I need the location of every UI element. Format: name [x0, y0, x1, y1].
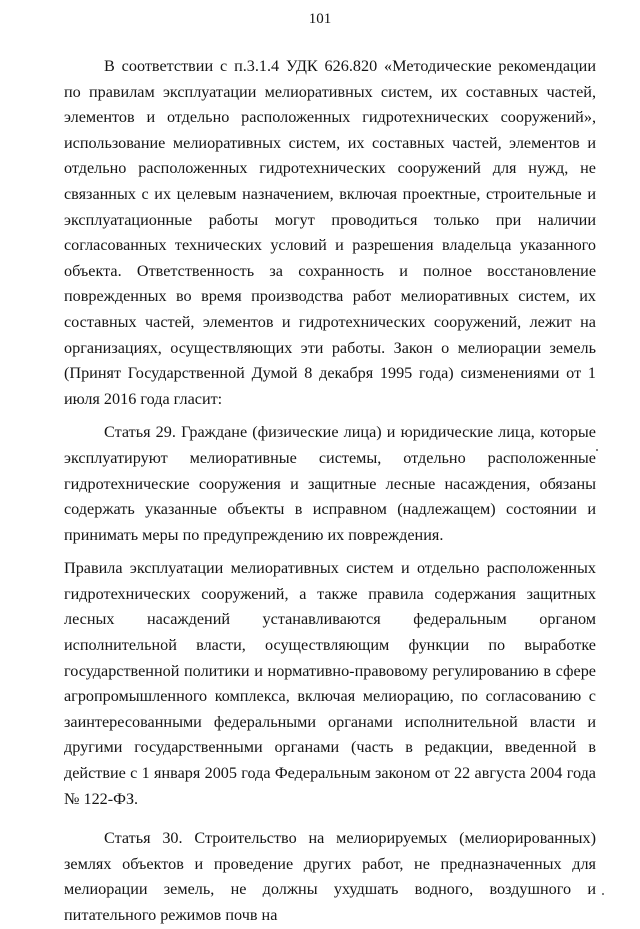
paragraph-udk-recommendations: В соответствии с п.3.1.4 УДК 626.820 «Методические рекомендации по правилам эксплуатации мелиоративных систем, их составных частей, элементов и отдельно расположенных гидротехнических сооружений», использование мелиоративных систем, их составных частей, элементов и отдельно расположенных гидротехнических сооружений для нужд, не связанных с их целевым назначением, включая проектные, строительные и эксплуатационные работы могут проводиться только при наличии согласованных технических условий и разрешения владельца указанного объекта. Ответственность за сохранность и полное восстановление поврежденных во время производства работ мелиоративных систем, их составных частей, элементов и гидротехнических сооружений, лежит на организациях, осуществляющих эти работы. Закон о мелиорации земель (Принят Государственной Думой 8 декабря 1995 года) сизменениями от 1 июля 2016 года гласит:: [64, 57, 596, 408]
document-body: [64, 54, 596, 929]
paragraph-operation-rules: Правила эксплуатации мелиоративных систем и отдельно расположенных гидротехнических сооружений, а также правила содержания защитных лесных насаждений устанавливаются федеральным органом исполнительной власти, осуществляющим функции по выработке государственной политики и нормативно-правовому регулированию в сфере агропромышленного комплекса, включая мелиорацию, по согласованию с заинтересованными федеральными органами исполнительной власти и другими государственными органами (часть в редакции, введенной в действие с 1 января 2005 года Федеральным законом от 22 августа 2004 года № 122-ФЗ.: [64, 559, 596, 808]
scan-speck: [596, 449, 598, 451]
paragraph-article-30: Статья 30. Строительство на мелиорируемых (мелиорированных) землях объектов и проведение других работ, не предназначенных для мелиорации земель, не должны ухудшать водного, воздушного и питательного режимов почв на: [64, 829, 596, 924]
scan-speck: [602, 893, 604, 895]
paragraph-article-29: Статья 29. Граждане (физические лица) и юридические лица, которые эксплуатируют мелиоративные системы, отдельно расположенные гидротехнические сооружения и защитные лесные насаждения, обязаны содержать указанные объекты в исправном (надлежащем) состоянии и принимать меры по предупреждению их повреждения.: [64, 423, 596, 544]
page-number: 101: [308, 11, 332, 27]
